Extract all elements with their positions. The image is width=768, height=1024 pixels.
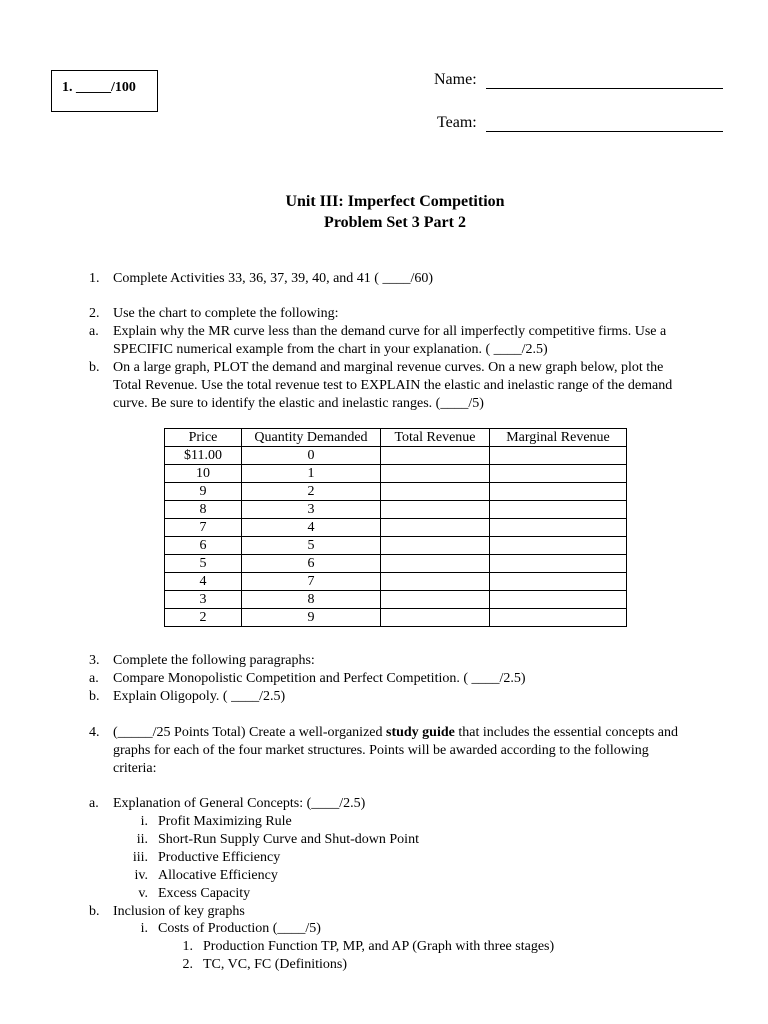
cell-total-revenue[interactable] bbox=[381, 555, 490, 573]
q4b-i-item-number: 1. bbox=[182, 939, 193, 954]
q2-text: Use the chart to complete the following: bbox=[113, 306, 339, 321]
score-box-text: 1. _____/100 bbox=[62, 80, 136, 95]
q4a-item-number: iv. bbox=[134, 868, 148, 883]
table-row bbox=[165, 519, 627, 537]
q4a-item-text: Allocative Efficiency bbox=[158, 868, 278, 883]
cell-total-revenue[interactable] bbox=[381, 447, 490, 465]
q3a-label: a. bbox=[89, 671, 99, 686]
cell-price: 4 bbox=[165, 573, 242, 591]
q4-line1-pre: (_____/25 Points Total) Create a well-organized bbox=[113, 725, 386, 740]
q4a-item-number: iii. bbox=[132, 850, 148, 865]
q2b-line3: curve. Be sure to identify the elastic and inelastic ranges. (____/5) bbox=[113, 396, 484, 411]
score-box bbox=[51, 70, 158, 112]
q4a-item-number: i. bbox=[140, 814, 148, 829]
q2-number: 2. bbox=[89, 306, 100, 321]
cell-quantity: 0 bbox=[242, 447, 381, 465]
cell-price: 3 bbox=[165, 591, 242, 609]
cell-total-revenue[interactable] bbox=[381, 501, 490, 519]
cell-marginal-revenue[interactable] bbox=[490, 555, 627, 573]
cell-quantity: 7 bbox=[242, 573, 381, 591]
q4b-i-number: i. bbox=[140, 921, 148, 936]
column-header-marginal-revenue: Marginal Revenue bbox=[490, 429, 627, 447]
q4b-i-item-text: TC, VC, FC (Definitions) bbox=[203, 957, 348, 972]
table-row bbox=[165, 447, 627, 465]
cell-quantity: 5 bbox=[242, 537, 381, 555]
q4a-text: Explanation of General Concepts: (____/2.5) bbox=[113, 796, 366, 811]
q4b-i-item-text: Production Function TP, MP, and AP (Graph with three stages) bbox=[203, 939, 555, 954]
cell-marginal-revenue[interactable] bbox=[490, 519, 627, 537]
page-title: Unit III: Imperfect Competition bbox=[285, 193, 505, 210]
q4-line1-post: that includes the essential concepts and bbox=[454, 725, 679, 740]
cell-price: $11.00 bbox=[165, 447, 242, 465]
cell-total-revenue[interactable] bbox=[381, 573, 490, 591]
cell-quantity: 1 bbox=[242, 465, 381, 483]
q4b-text: Inclusion of key graphs bbox=[113, 904, 245, 919]
cell-total-revenue[interactable] bbox=[381, 483, 490, 501]
cell-price: 5 bbox=[165, 555, 242, 573]
q2b-line1: On a large graph, PLOT the demand and marginal revenue curves. On a new graph below, plot the bbox=[113, 360, 664, 375]
q3a-text: Compare Monopolistic Competition and Perfect Competition. ( ____/2.5) bbox=[113, 671, 526, 686]
q4a-item-text: Productive Efficiency bbox=[158, 850, 281, 865]
cell-price: 6 bbox=[165, 537, 242, 555]
q4-number: 4. bbox=[89, 725, 100, 740]
q3b-text: Explain Oligopoly. ( ____/2.5) bbox=[113, 689, 286, 704]
q2a-label: a. bbox=[89, 324, 99, 339]
q4a-item-text: Short-Run Supply Curve and Shut-down Point bbox=[158, 832, 419, 847]
table-row bbox=[165, 501, 627, 519]
cell-price: 7 bbox=[165, 519, 242, 537]
q2a-line1: Explain why the MR curve less than the demand curve for all imperfectly competitive firms. Use a bbox=[113, 324, 667, 339]
table-header-row bbox=[165, 429, 627, 447]
q2b-line2: Total Revenue. Use the total revenue test to EXPLAIN the elastic and inelastic range of the demand bbox=[113, 378, 673, 393]
cell-quantity: 9 bbox=[242, 609, 381, 627]
q4-line3: criteria: bbox=[113, 761, 157, 776]
table-row bbox=[165, 483, 627, 501]
table-row bbox=[165, 537, 627, 555]
q4-line1 bbox=[113, 724, 733, 742]
cell-marginal-revenue[interactable] bbox=[490, 501, 627, 519]
q4-line2: graphs for each of the four market structures. Points will be awarded according to the following bbox=[113, 743, 649, 758]
q3-text: Complete the following paragraphs: bbox=[113, 653, 315, 668]
column-header-price: Price bbox=[165, 429, 242, 447]
table-row bbox=[165, 573, 627, 591]
q4b-label: b. bbox=[89, 904, 100, 919]
cell-price: 2 bbox=[165, 609, 242, 627]
q2b-label: b. bbox=[89, 360, 100, 375]
q4b-i-item-number: 2. bbox=[182, 957, 193, 972]
cell-total-revenue[interactable] bbox=[381, 465, 490, 483]
study-guide-emphasis: study guide bbox=[386, 725, 455, 740]
q1-text: Complete Activities 33, 36, 37, 39, 40, and 41 ( ____/60) bbox=[113, 271, 434, 286]
cell-marginal-revenue[interactable] bbox=[490, 447, 627, 465]
cell-quantity: 6 bbox=[242, 555, 381, 573]
cell-total-revenue[interactable] bbox=[381, 519, 490, 537]
cell-marginal-revenue[interactable] bbox=[490, 465, 627, 483]
q4a-item-text: Excess Capacity bbox=[158, 886, 251, 901]
table-row bbox=[165, 609, 627, 627]
q1-number: 1. bbox=[89, 271, 100, 286]
cell-marginal-revenue[interactable] bbox=[490, 537, 627, 555]
cell-marginal-revenue[interactable] bbox=[490, 609, 627, 627]
cell-marginal-revenue[interactable] bbox=[490, 573, 627, 591]
q3b-label: b. bbox=[89, 689, 100, 704]
cell-quantity: 3 bbox=[242, 501, 381, 519]
cell-quantity: 4 bbox=[242, 519, 381, 537]
cell-price: 9 bbox=[165, 483, 242, 501]
table-row bbox=[165, 555, 627, 573]
cell-price: 10 bbox=[165, 465, 242, 483]
column-header-total-revenue: Total Revenue bbox=[381, 429, 490, 447]
name-label: Name: bbox=[434, 71, 477, 88]
q4a-item-number: ii. bbox=[136, 832, 148, 847]
q4a-label: a. bbox=[89, 796, 99, 811]
cell-marginal-revenue[interactable] bbox=[490, 591, 627, 609]
cell-total-revenue[interactable] bbox=[381, 609, 490, 627]
table-row bbox=[165, 591, 627, 609]
table-row bbox=[165, 465, 627, 483]
q4b-i-text: Costs of Production (____/5) bbox=[158, 921, 321, 936]
team-blank-line[interactable] bbox=[486, 131, 723, 132]
cell-quantity: 2 bbox=[242, 483, 381, 501]
q2a-line2: SPECIFIC numerical example from the chart in your explanation. ( ____/2.5) bbox=[113, 342, 548, 357]
cell-quantity: 8 bbox=[242, 591, 381, 609]
name-blank-line[interactable] bbox=[486, 88, 723, 89]
q3-number: 3. bbox=[89, 653, 100, 668]
q4a-item-text: Profit Maximizing Rule bbox=[158, 814, 292, 829]
cell-price: 8 bbox=[165, 501, 242, 519]
team-label: Team: bbox=[437, 114, 477, 131]
page-subtitle: Problem Set 3 Part 2 bbox=[324, 214, 466, 231]
cell-total-revenue[interactable] bbox=[381, 591, 490, 609]
column-header-quantity: Quantity Demanded bbox=[242, 429, 381, 447]
cell-marginal-revenue[interactable] bbox=[490, 483, 627, 501]
q4a-item-number: v. bbox=[138, 886, 148, 901]
revenue-table bbox=[164, 428, 627, 627]
cell-total-revenue[interactable] bbox=[381, 537, 490, 555]
